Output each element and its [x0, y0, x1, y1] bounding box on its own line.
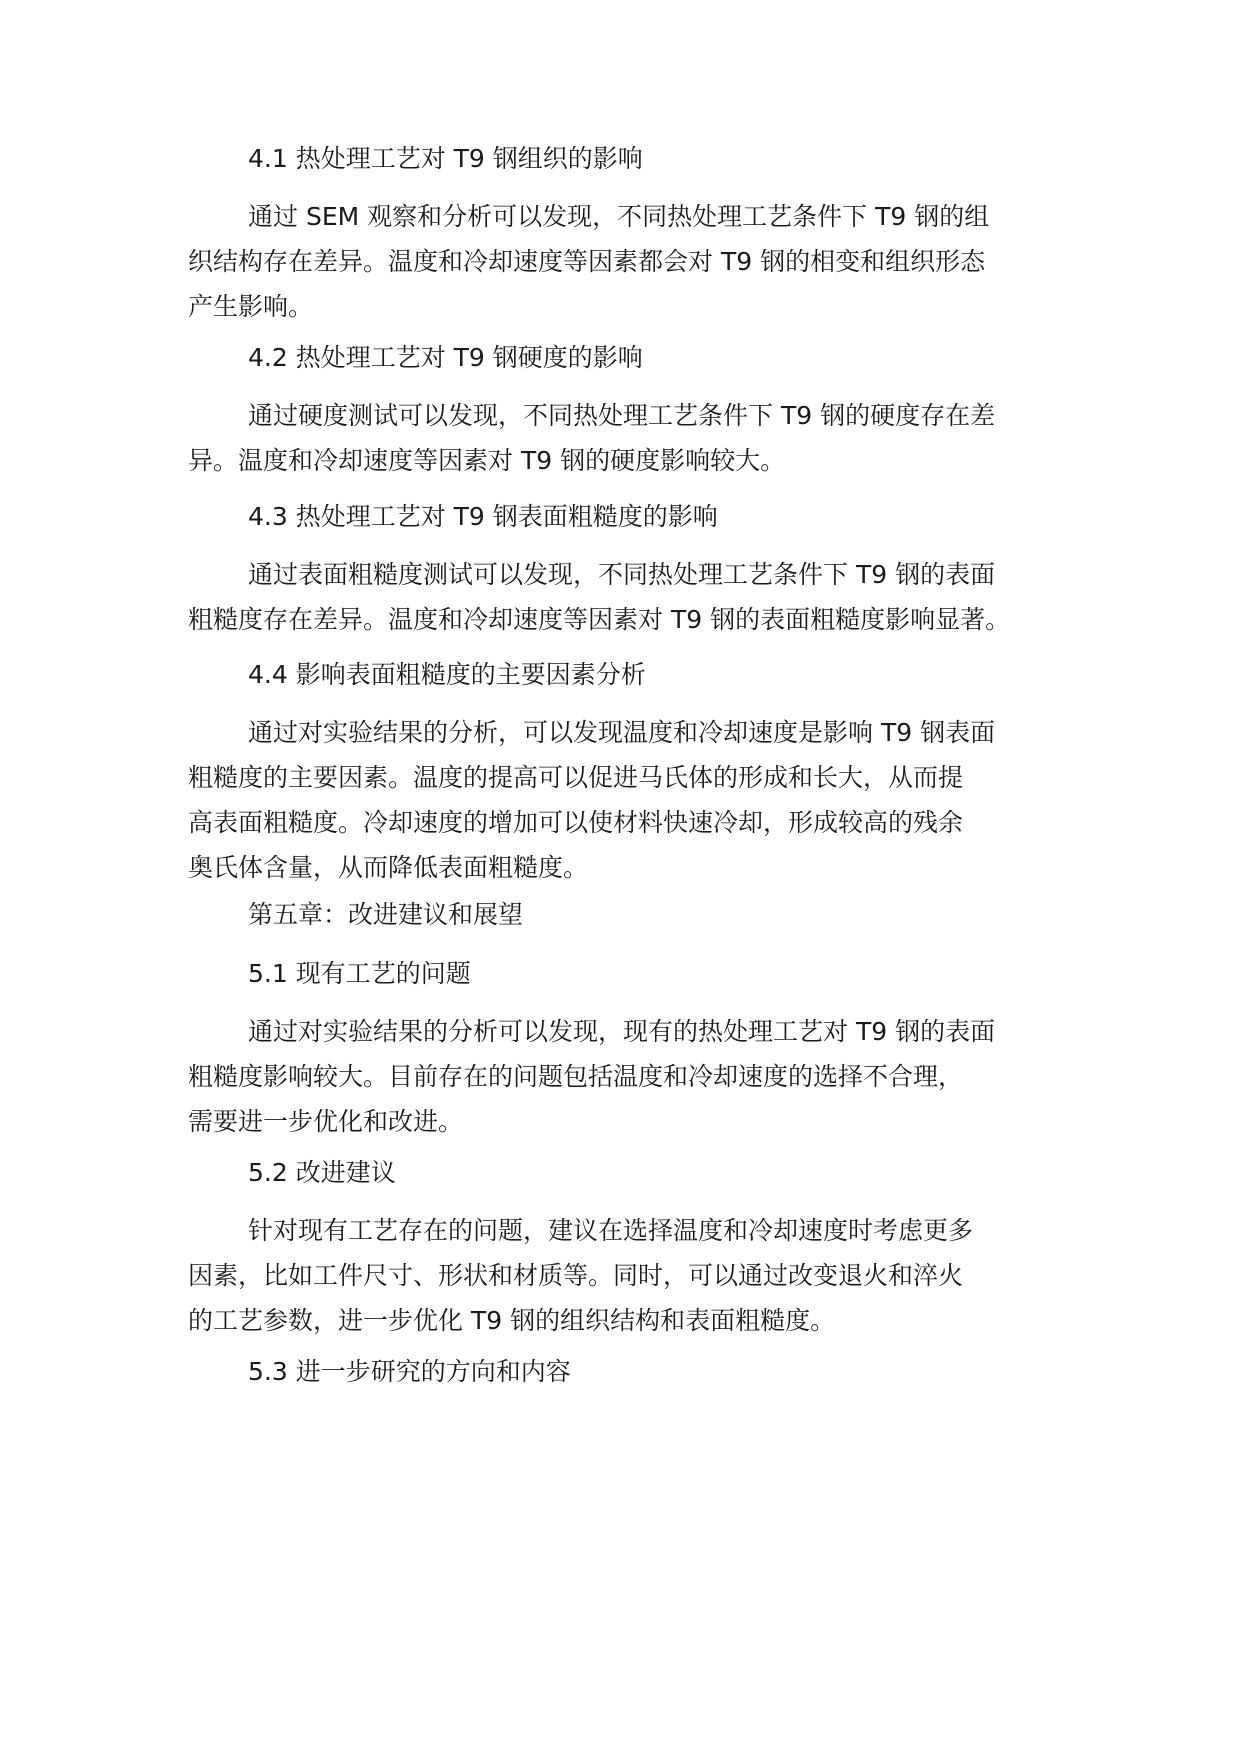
paragraph-line: 需要进一步优化和改进。	[188, 1107, 464, 1136]
heading-text: 4.4 影响表面粗糙度的主要因素分析	[248, 660, 646, 689]
heading-text: 5.3 进一步研究的方向和内容	[248, 1357, 571, 1386]
paragraph-4-3	[188, 552, 1088, 642]
paragraph-line: 通过对实验结果的分析可以发现，现有的热处理工艺对 T9 钢的表面	[248, 1017, 996, 1046]
chapter-5-title	[188, 892, 1088, 937]
heading-5-2	[188, 1150, 1088, 1195]
paragraph-4-4	[188, 710, 1088, 890]
paragraph-line: 产生影响。	[188, 292, 314, 321]
heading-5-1	[188, 951, 1088, 996]
paragraph-line: 针对现有工艺存在的问题，建议在选择温度和冷却速度时考虑更多	[248, 1216, 974, 1245]
paragraph-5-1	[188, 1009, 1088, 1144]
heading-text: 4.1 热处理工艺对 T9 钢组织的影响	[248, 144, 643, 173]
heading-4-1	[188, 136, 1088, 181]
heading-4-3	[188, 494, 1088, 539]
paragraph-4-1	[188, 194, 1088, 329]
paragraph-line: 异。温度和冷却速度等因素对 T9 钢的硬度影响较大。	[188, 446, 786, 475]
paragraph-line: 通过 SEM 观察和分析可以发现，不同热处理工艺条件下 T9 钢的组	[248, 202, 990, 231]
heading-text: 4.3 热处理工艺对 T9 钢表面粗糙度的影响	[248, 502, 718, 531]
heading-4-2	[188, 335, 1088, 380]
paragraph-line: 粗糙度存在差异。温度和冷却速度等因素对 T9 钢的表面粗糙度影响显著。	[188, 605, 1011, 634]
paragraph-line: 高表面粗糙度。冷却速度的增加可以使材料快速冷却，形成较高的残余	[188, 808, 964, 837]
paragraph-line: 奥氏体含量，从而降低表面粗糙度。	[188, 853, 589, 882]
paragraph-line: 粗糙度影响较大。目前存在的问题包括温度和冷却速度的选择不合理，	[188, 1062, 964, 1091]
paragraph-5-2	[188, 1208, 1088, 1343]
heading-text: 5.2 改进建议	[248, 1158, 396, 1187]
heading-5-3	[188, 1349, 1088, 1394]
paragraph-line: 因素，比如工件尺寸、形状和材质等。同时，可以通过改变退火和淬火	[188, 1261, 964, 1290]
heading-text: 4.2 热处理工艺对 T9 钢硬度的影响	[248, 343, 643, 372]
heading-4-4	[188, 652, 1088, 697]
paragraph-line: 粗糙度的主要因素。温度的提高可以促进马氏体的形成和长大，从而提	[188, 763, 964, 792]
paragraph-4-2	[188, 393, 1088, 483]
paragraph-line: 织结构存在差异。温度和冷却速度等因素都会对 T9 钢的相变和组织形态	[188, 247, 986, 276]
paragraph-line: 的工艺参数，进一步优化 T9 钢的组织结构和表面粗糙度。	[188, 1306, 836, 1335]
chapter-title-text: 第五章：改进建议和展望	[248, 900, 524, 929]
heading-text: 5.1 现有工艺的问题	[248, 959, 471, 988]
paragraph-line: 通过硬度测试可以发现，不同热处理工艺条件下 T9 钢的硬度存在差	[248, 401, 996, 430]
paragraph-line: 通过表面粗糙度测试可以发现，不同热处理工艺条件下 T9 钢的表面	[248, 560, 996, 589]
paragraph-line: 通过对实验结果的分析，可以发现温度和冷却速度是影响 T9 钢表面	[248, 718, 996, 747]
